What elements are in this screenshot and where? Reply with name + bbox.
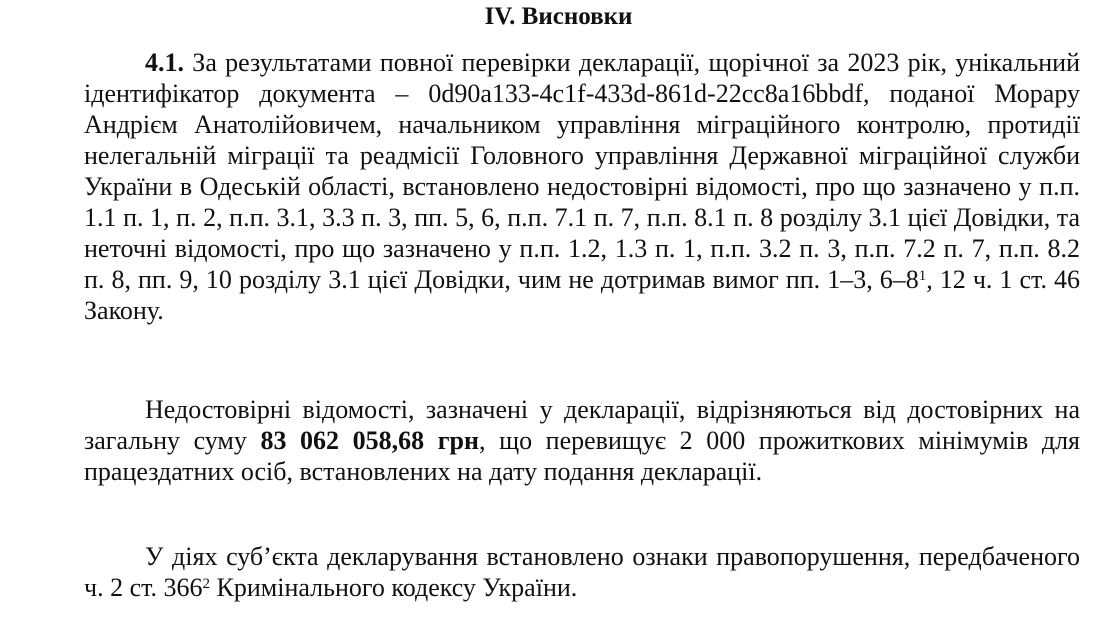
paragraph-text: У діях суб’єкта декларування встановлено ознаки правопорушення, передбаченого ч. 2 ст. 366 [84,542,1080,602]
paragraph-text-end: Кримінального кодексу України. [210,573,578,602]
paragraph-text-end: , 12 ч. 1 ст. 46 Закону. [84,265,1080,325]
offense-paragraph [84,541,1080,603]
unreliable-info-paragraph [84,394,1080,487]
total-amount: 83 062 058,68 грн [260,426,479,455]
article-superscript: 2 [202,575,211,592]
conclusion-paragraph-4-1 [84,47,1080,326]
paragraph-text: За результатами повної перевірки декларації, щорічної за 2023 рік, унікальний ідентифікатор документа – 0d90a133-4c1f-433d-861d-22cc8a16bbdf, поданої Морару Андрієм Анатолійовичем, начальником управління міграційного контролю, протидії нелегальній міграції та реадмісії Головного управління Державної міграційної служби України в Одеській області, встановлено недостовірні відомості, про що зазначено у п.п. 1.1 п. 1, п. 2, п.п. 3.1, 3.3 п. 3, пп. 5, 6, п.п. 7.1 п. 7, п.п. 8.1 п. 8 розділу 3.1 цієї Довідки, та неточні відомості, про що зазначено у п.п. 1.2, 1.3 п. 1, п.п. 3.2 п. 3, п.п. 7.2 п. 7, п.п. 8.2 п. 8, пп. 9, 10 розділу 3.1 цієї Довідки, чим не дотримав вимог пп. 1–3, 6–8 [84,48,1080,294]
section-heading: IV. Висновки [484,3,633,30]
paragraph-number: 4.1. [145,48,184,77]
paragraph-text: Недостовірні відомості, зазначені у декларації, відрізняються від достовірних на загальну суму [84,395,1080,455]
paragraph-text-end: , що перевищує 2 000 прожиткових мінімумів для працездатних осіб, встановлених на дату подання декларації. [84,426,1081,486]
footnote-superscript: 1 [918,267,927,284]
